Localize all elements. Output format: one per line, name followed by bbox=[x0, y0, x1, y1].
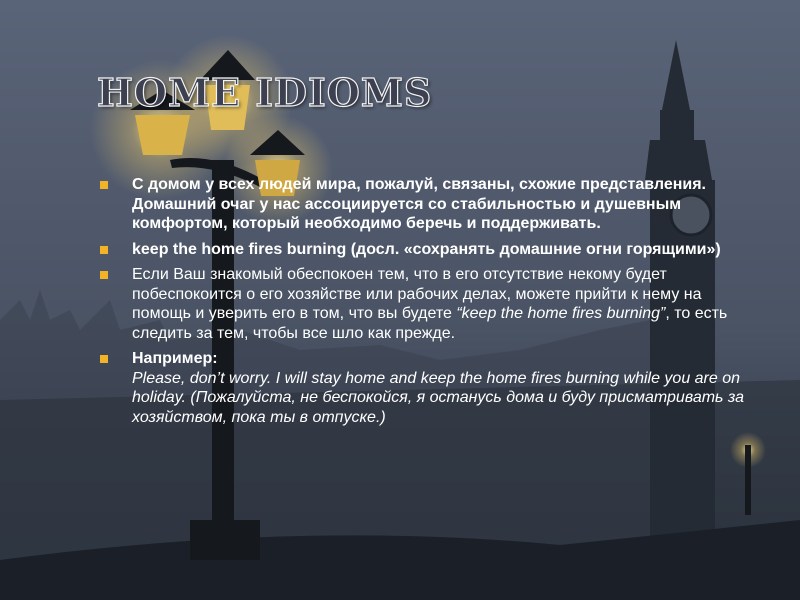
list-item bbox=[100, 265, 750, 343]
explanation-idiom: “keep the home fires burning” bbox=[456, 305, 666, 322]
explanation-end: , то есть следить за тем, чтобы все шло как прежде. bbox=[132, 305, 728, 342]
bullet-marker-icon bbox=[100, 271, 108, 279]
list-item bbox=[100, 175, 750, 234]
intro-text: С домом у всех людей мира, пожалуй, связаны, схожие представления. Домашний очаг у нас ассоциируется со стабильностью и душевным комфортом, который необходимо беречь и поддерживать. bbox=[132, 176, 706, 232]
list-item bbox=[100, 240, 750, 260]
explanation-text: Если Ваш знакомый обеспокоен тем, что в его отсутствие некому будет побеспокоится о его хозяйстве или рабочих делах, можете прийти к нему на помощь и уверить его в том, что вы будете bbox=[132, 266, 702, 322]
idiom-text: keep the home fires burning (досл. «сохранять домашние огни горящими») bbox=[132, 240, 721, 258]
bullet-marker-icon bbox=[100, 181, 108, 189]
list-item bbox=[100, 349, 750, 427]
slide-title: HOME IDIOMS bbox=[97, 70, 433, 115]
example-label: Например: bbox=[132, 350, 218, 367]
bullet-marker-icon bbox=[100, 355, 108, 363]
example-english: Please, don’t worry. I will stay home and keep the home fires burning while you are on holiday. bbox=[132, 369, 741, 406]
bullet-list bbox=[100, 175, 750, 433]
bullet-marker-icon bbox=[100, 246, 108, 254]
example-russian: (Пожалуйста, не беспокойся, я останусь дома и буду присматривать за хозяйством, пока ты в отпуске.) bbox=[132, 389, 745, 426]
